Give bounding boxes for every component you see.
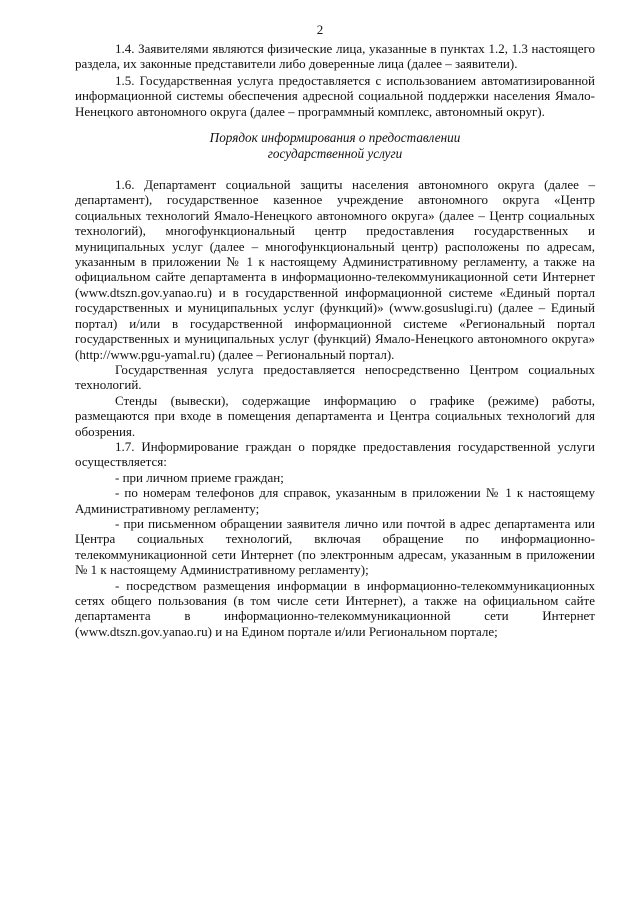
section-heading [75, 130, 595, 162]
paragraph-1-6: 1.6. Департамент социальной защиты населения автономного округа (далее – департамент), государственное казенное учреждение автономного округа «Центр социальных технологий Ямало-Ненецкого автономного округа» (далее – Центр социальных технологий), многофункциональный центр предоставления государственных и муниципальных услуг (далее – многофункциональный центр) расположены по адресам, указанным в приложении № 1 к настоящему Административному регламенту, а также на официальном сайте департамента в информационно-телекоммуникационной сети Интернет (www.dtszn.gov.yanao.ru) и в государственной информационной системе «Единый портал государственных и муниципальных услуг (функций)» (www.gosuslugi.ru) (далее – Единый портал) и/или в государственной информационной системе «Региональный портал государственных и муниципальных услуг (функций) Ямало-Ненецкого автономного округа» (http://www.pgu-yamal.ru) (далее – Региональный портал). [75, 177, 595, 362]
page-number: 2 [316, 22, 324, 37]
list-item-personal-reception: - при личном приеме граждан; [115, 469, 284, 485]
paragraph-service-provider: Государственная услуга предоставляется непосредственно Центром социальных технологий. [75, 361, 595, 393]
list-item-phone: - по номерам телефонов для справок, указанным в приложении № 1 к настоящему Административному регламенту; [75, 485, 595, 516]
paragraph-stands: Стенды (вывески), содержащие информацию о графике (режиме) работы, размещаются при входе в помещения департамента и Центра социальных технологий для обозрения. [75, 392, 595, 439]
list-item-internet: - посредством размещения информации в информационно-телекоммуникационных сетях общего пользования (в том числе сети Интернет), а также на официальном сайте департамента в информационно-телекоммуникационной сети Интернет (www.dtszn.gov.yanao.ru) и на Едином портале и/или Региональном портале; [75, 577, 595, 639]
list-item-written-request: - при письменном обращении заявителя лично или почтой в адрес департамента или Центра социальных технологий, включая обращение по информационно-телекоммуникационной сети Интернет (по электронным адресам, указанным в приложении № 1 к настоящему Административному регламенту); [75, 515, 595, 578]
paragraph-1-4: 1.4. Заявителями являются физические лица, указанные в пунктах 1.2, 1.3 настоящего раздела, их законные представители либо доверенные лица (далее – заявители). [75, 41, 595, 72]
paragraph-1-5: 1.5. Государственная услуга предоставляется с использованием автоматизированной информационной системы обеспечения адресной социальной поддержки населения Ямало-Ненецкого автономного округа (далее – программный комплекс, автономный округ). [75, 72, 595, 119]
section-heading-line-2: государственной услуги [267, 146, 403, 162]
paragraph-1-7: 1.7. Информирование граждан о порядке предоставления государственной услуги осуществляется: [75, 438, 595, 470]
section-heading-line-1: Порядок информирования о предоставлении [209, 130, 461, 146]
document-body [75, 41, 595, 639]
